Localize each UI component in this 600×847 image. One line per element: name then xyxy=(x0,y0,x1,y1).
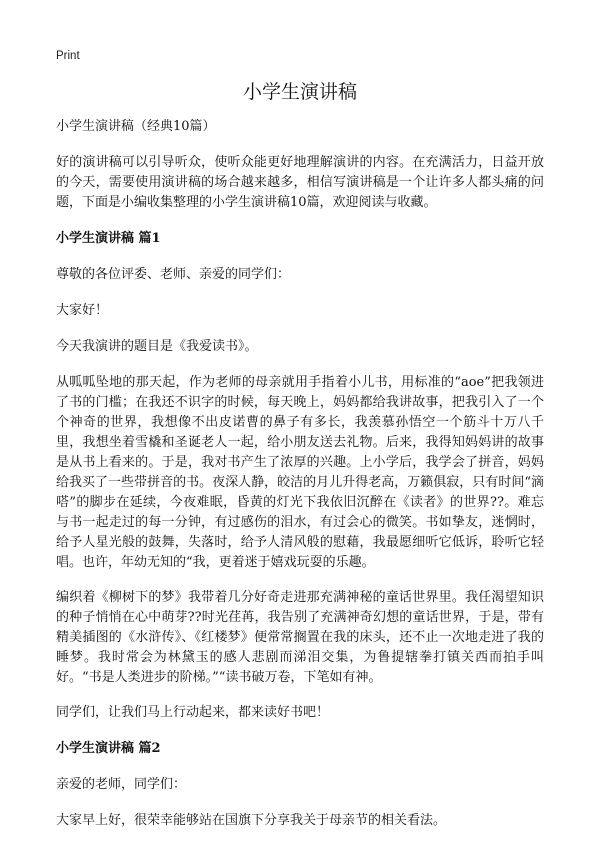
page-title: 小学生演讲稿 xyxy=(242,81,357,103)
section1-paragraph: 从呱呱坠地的那天起，作为老师的母亲就用手指着小儿书，用标准的“aoe”把我领进了书的门槛；在我还不识字的时候，每天晚上，妈妈都给我讲故事，把我引入了一个个神奇的世界，我想像不出皮诺曹的鼻子有多长，我羡慕孙悟空一个筋斗十万八千里，我想坐着雪橇和圣诞老人一起，给小朋友送去礼物。后来，我得知妈妈讲的故事是从书上看来的。于是，我对书产生了浓厚的兴趣。上小学后，我学会了拼音，妈妈给我买了一些带拼音的书。夜深人静，皎洁的月儿升得老高，万籁俱寂，只有时间“滴嗒”的脚步在延续，今夜难眠，昏黄的灯光下我依旧沉醉在《读者》的世界??。难忘与书一起走过的每一分钟，有过感伤的泪水，有过会心的微笑。书如挚友，迷惘时，给予人星光般的鼓舞，失落时，给予人清风般的慰藉，我最愿细听它低诉，聆听它轻唱。也许，年幼无知的“我，更着迷于嬉戏玩耍的乐趣。 xyxy=(56,375,544,570)
section1-paragraph: 编织着《柳树下的梦》我带着几分好奇走进那充满神秘的童话世界里。我任渴望知识的种子悄悄在心中萌芽??时光荏苒，我告别了充满神奇幻想的童话世界，于是，带有精美插图的《水浒传》、《红楼梦》便常常搁置在我的床头，还不止一次地走进了我的睡梦。我时常会为林黛玉的感人悲剧而涕泪交集，为鲁提辖拳打镇关西而拍手叫好。“书是人类进步的阶梯。”“读书破万卷，下笔如有神。 xyxy=(56,590,544,685)
section1-heading: 小学生演讲稿 篇1 xyxy=(56,231,161,246)
intro-paragraph: 好的演讲稿可以引导听众，使听众能更好地理解演讲的内容。在充满活力，日益开放的今天，需要使用演讲稿的场合越来越多，相信写演讲稿是一个让许多人都头痛的问题，下面是小编收集整理的小学生演讲稿10篇，欢迎阅读与收藏。 xyxy=(56,155,544,210)
print-link[interactable]: Print xyxy=(56,50,80,62)
article-body xyxy=(56,117,544,847)
subtitle: 小学生演讲稿（经典10篇） xyxy=(56,119,216,134)
section1-paragraph: 尊敬的各位评委、老师、亲爱的同学们： xyxy=(56,267,291,282)
section1-paragraph: 今天我演讲的题目是《我爱读书》。 xyxy=(56,339,258,354)
section1-paragraph: 大家好！ xyxy=(56,303,109,318)
section2-heading: 小学生演讲稿 篇2 xyxy=(56,741,161,756)
section2-paragraph: 大家早上好，很荣幸能够站在国旗下分享我关于母亲节的相关看法。 xyxy=(56,813,447,828)
section1-paragraph: 同学们，让我们马上行动起来，都来读好书吧！ xyxy=(56,705,330,720)
section2-paragraph: 亲爱的老师，同学们： xyxy=(56,777,187,792)
